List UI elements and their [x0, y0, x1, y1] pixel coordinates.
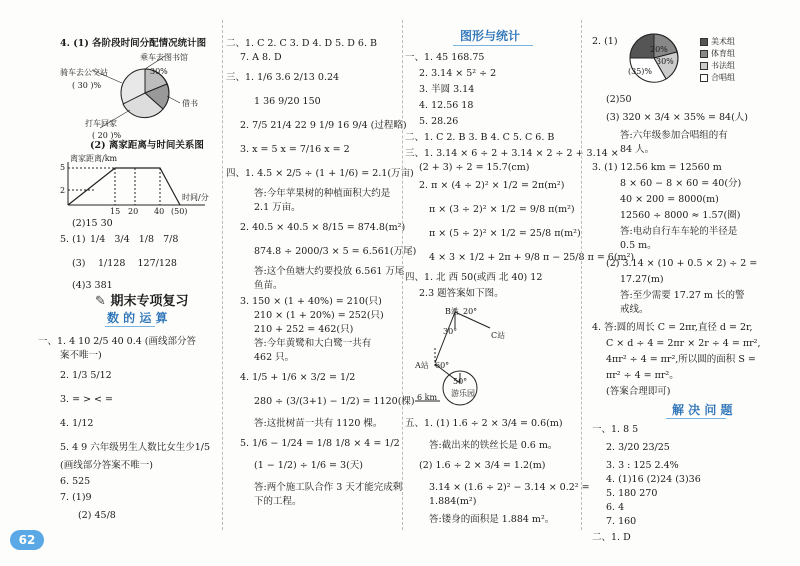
pie2-pct-1: 20% [650, 45, 668, 54]
c2-l15: 210 × (1 + 20%) = 252(只) [254, 310, 384, 321]
c4-l10: 答:电动自行车车轮的半径是 [620, 226, 738, 237]
c3-l3: 3. 半圆 3.14 [419, 84, 475, 95]
map-angle2: 30° [443, 327, 458, 336]
c3-l6: 二、1. C 2. B 3. B 4. C 5. C 6. B [405, 132, 555, 143]
chart2-ylabel: 离家距离/km [70, 154, 118, 163]
q5-1-v1: 1/4 [90, 234, 106, 245]
c4-l8: 40 × 200 = 8000(m) [620, 194, 719, 205]
c3-l19: 1.884(m²) [429, 496, 477, 507]
legend-label-4: 合唱组 [711, 73, 735, 82]
c2-l22: 5. 1/6 − 1/24 = 1/8 1/8 × 4 = 1/2 [240, 438, 400, 449]
c4-l28: 二、1. D [592, 532, 631, 543]
column-divider-3 [581, 20, 582, 530]
c2-l12: 答:这个鱼塘大约要投放 6.561 万尾 [254, 266, 405, 277]
c4-l7: 8 × 60 − 8 × 60 = 40(分) [620, 178, 742, 189]
c3-l11: π × (5 ÷ 2)² × 1/2 = 25/8 π(m²) [429, 228, 581, 239]
s3: 3. = > < = [60, 394, 113, 405]
s6: 6. 525 [60, 476, 91, 487]
q5-3: (3) [72, 258, 86, 269]
q5-1-v2: 3/4 [114, 234, 130, 245]
q5-3-v2: 127/128 [137, 258, 177, 269]
c3-l14: 2.3 题答案如下图。 [419, 288, 504, 299]
legend-swatch-3 [700, 62, 708, 70]
c3-l10: π × (3 ÷ 2)² × 1/2 = 9/8 π(m²) [429, 204, 575, 215]
c2-l14: 3. 150 × (1 + 40%) = 210(只) [240, 296, 382, 307]
c3-l12: 4 × 3 × 1/2 + 2π + 9/8 π − 25/8 π = 6(m²) [429, 252, 635, 263]
solve-title: 解 决 问 题 [672, 403, 733, 417]
s1-b: 案不唯一) [60, 350, 102, 361]
s7-b: (2) 45/8 [78, 510, 116, 521]
c3-l2: 2. 3.14 × 5² ÷ 2 [419, 68, 497, 79]
chart2-x-tick-15: 15 [110, 207, 121, 216]
c2-l9: 2.1 万亩。 [254, 202, 301, 213]
c4-l22: 2. 3/20 23/25 [606, 442, 670, 453]
c3-l5: 5. 28.26 [419, 116, 459, 127]
pie-label-lib-pct: 30% [150, 67, 168, 76]
c3-l17: (2) 1.6 ÷ 2 × 3/4 = 1.2(m) [419, 460, 546, 471]
c2-l6: 3. x = 5 x = 7/16 x = 2 [240, 144, 350, 155]
chart2-x-tick-40: 40 [154, 207, 165, 216]
c4-l9: 12560 ÷ 8000 ≈ 1.57(圈) [620, 210, 741, 221]
c4-l19: πr² ÷ 4 = πr²。 [606, 370, 679, 381]
c4-l6: 3. (1) 12.56 km = 12560 m [592, 162, 722, 173]
s7: 7. (1)9 [60, 492, 92, 503]
c4-l21: 一、1. 8 5 [592, 424, 639, 435]
column-divider-2 [402, 20, 403, 530]
c2-l19: 4. 1/5 + 1/6 × 3/2 = 1/2 [240, 372, 356, 383]
map-label-a: A站 [415, 361, 429, 370]
q5-1-v4: 7/8 [163, 234, 179, 245]
c2-l20: 280 ÷ (3/(3+1) − 1/2) = 1120(棵) [254, 396, 415, 407]
s2: 2. 1/3 5/12 [60, 370, 112, 381]
calc-title: 数 的 运 算 [107, 311, 168, 325]
c4-l24: 4. (1)16 (2)24 (3)36 [606, 474, 701, 485]
review-title [95, 296, 188, 308]
pie-label-bus: 骑车去公交站 [60, 68, 108, 77]
q5-3-values [98, 258, 177, 270]
map-dist: 6 km [417, 393, 438, 402]
c2-l2: 7. A 8. D [240, 52, 282, 63]
c3-l20: 答:镂身的面积是 1.884 m²。 [429, 514, 555, 525]
legend-label-3: 书法组 [711, 61, 735, 70]
c4-l12: (2) 3.14 × (10 + 0.5 × 2) ÷ 2 = [606, 258, 758, 269]
legend-item-3 [700, 60, 735, 72]
chart2-title: (2) 离家距离与时间关系图 [90, 140, 204, 151]
c4-l1: 2. (1) [592, 36, 618, 47]
legend-item-2 [700, 48, 735, 60]
s4: 4. 1/12 [60, 418, 94, 429]
legend-label-1: 美术组 [711, 37, 735, 46]
review-title-text: 期末专项复习 [110, 294, 189, 309]
c2-l1: 二、1. C 2. C 3. D 4. D 5. D 6. B [226, 38, 377, 49]
s5-b: (画线部分答案不唯一) [60, 460, 153, 471]
legend-item-1 [700, 36, 735, 48]
c4-l13: 17.27(m) [620, 274, 664, 285]
c4-l18: 4πr² ÷ 4 = πr²,所以圆的面积 S = [606, 354, 756, 365]
pie-label-library: 乘车去图书馆 [140, 53, 188, 62]
geometry-title: 图形与统计 [460, 29, 521, 43]
q5-1-v3: 1/8 [138, 234, 155, 245]
c3-l18: 3.14 × (1.6 ÷ 2)² − 3.14 × 0.2² = [429, 482, 590, 493]
c2-l17: 答:今年黄鹭和大白鹭一共有 [254, 338, 372, 349]
legend-label-2: 体育组 [711, 49, 735, 58]
solve-underline [666, 418, 726, 419]
s5: 5. 4 9 六年级男生人数比女生少1/5 [60, 442, 211, 453]
column-2 [226, 0, 417, 566]
c2-l23: (1 − 1/2) ÷ 1/6 = 3(天) [254, 460, 363, 471]
c4-l3: (3) 320 × 3/4 × 35% = 84(人) [606, 112, 749, 123]
c2-l10: 2. 40.5 × 40.5 × 8/15 = 874.8(m²) [240, 222, 406, 233]
c3-l16: 答:截出来的铁丝长是 0.6 m。 [429, 440, 558, 451]
page-number-badge: 62 [10, 530, 44, 550]
q5-3-v1: 1/128 [98, 258, 126, 269]
c2-l11: 874.8 ÷ 2000/3 × 5 = 6.561(万尾) [254, 246, 417, 257]
chart2-y-tick-5: 5 [60, 163, 66, 172]
q4-answer: (2)15 30 [72, 218, 113, 229]
c4-l26: 6. 4 [606, 502, 625, 513]
pie-label-bus-pct: ( 30 )% [72, 81, 102, 90]
c2-l7: 四、1. 4.5 × 2/5 ÷ (1 + 1/6) = 2.1(万亩) [226, 168, 414, 179]
pencil-icon: ✎ [95, 294, 106, 309]
c4-l25: 5. 180 270 [606, 488, 658, 499]
q5-1-values [90, 234, 178, 246]
q5-1: 5. (1) [60, 234, 86, 245]
c2-l13: 鱼苗。 [254, 280, 283, 291]
pie2-pct-2: 30% [656, 57, 674, 66]
c4-l20: (答案合理即可) [606, 386, 671, 397]
chart2-y-tick-2: 2 [60, 186, 66, 195]
chart2-x-tick-50: (50) [171, 207, 188, 216]
c3-l13: 四、1. 北 西 50(或西 北 40) 12 [405, 272, 543, 283]
c2-l24: 答:两个施工队合作 3 天才能完成剩 [254, 482, 403, 493]
pie-label-borrow: 借书 [182, 99, 198, 108]
legend-swatch-2 [700, 50, 708, 58]
column-1 [30, 0, 215, 566]
column-4 [592, 0, 792, 566]
legend-item-4 [700, 72, 735, 84]
c4-l14: 答:至少需要 17.27 m 长的警 [620, 290, 745, 301]
legend-swatch-4 [700, 74, 708, 82]
c4-l27: 7. 160 [606, 516, 637, 527]
q5-3-b: (4)3 381 [72, 280, 113, 291]
c2-l16: 210 + 252 = 462(只) [254, 324, 354, 335]
pie2-pct-3: (35)% [628, 67, 653, 76]
map-label-c: C站 [491, 331, 506, 340]
c4-l15: 戒线。 [620, 304, 649, 315]
c2-l21: 答:这批树苗一共有 1120 棵。 [254, 418, 383, 429]
map-angle3: 60° [435, 361, 450, 370]
c2-l4: 1 36 9/20 150 [254, 96, 321, 107]
c3-l4: 4. 12.56 18 [419, 100, 474, 111]
c3-l9: 2. π × (4 ÷ 2)² × 1/2 = 2π(m²) [419, 180, 565, 191]
c3-l8: (2 + 3) ÷ 2 = 15.7(cm) [419, 162, 530, 173]
map-label-b: B站 [445, 307, 459, 316]
c4-l4: 答:六年级参加合唱组的有 [620, 130, 728, 141]
pie-label-home-pct: ( 20 )% [92, 131, 122, 140]
map-angle4: 50° [453, 377, 468, 386]
geometry-underline [453, 45, 533, 46]
c3-l1: 一、1. 45 168.75 [405, 52, 485, 63]
chart2-x-tick-20: 20 [128, 207, 139, 216]
column-divider-1 [222, 20, 223, 530]
c2-l8: 答:今年苹果树的种植面积大约是 [254, 188, 391, 199]
s1: 一、1. 4 10 2/5 40 0.4 (画线部分答 [38, 336, 197, 347]
c3-l15: 五、1. (1) 1.6 ÷ 2 × 3/4 = 0.6(m) [405, 418, 563, 429]
c2-l18: 462 只。 [254, 352, 295, 363]
c4-l17: C × d ÷ 4 = 2πr × 2r ÷ 4 = πr², [606, 338, 761, 349]
c4-l5: 84 人。 [620, 144, 655, 155]
legend-swatch-1 [700, 38, 708, 46]
c4-l11: 0.5 m。 [620, 240, 657, 251]
c2-l3: 三、1. 1/6 3.6 2/13 0.24 [226, 72, 340, 83]
chart2-xlabel: 时间/分 [182, 193, 209, 202]
c2-l25: 下的工程。 [254, 496, 302, 507]
c3-l7: 三、1. 3.14 × 6 ÷ 2 + 3.14 × 2 ÷ 2 + 3.14 × [405, 148, 619, 159]
c4-l16: 4. 答:圆的周长 C = 2πr,直径 d = 2r, [592, 322, 753, 333]
c2-l5: 2. 7/5 21/4 22 9 1/9 16 9/4 (过程略) [240, 120, 407, 131]
pie-label-home: 打车回家 [85, 119, 117, 128]
map-angle1: 20° [463, 307, 478, 316]
q4-heading: 4. (1) 各阶段时间分配情况统计图 [60, 38, 207, 49]
map-home: 游乐园 [451, 389, 475, 398]
calc-underline [105, 326, 155, 327]
c4-l2: (2)50 [606, 94, 632, 105]
c4-l23: 3. 3 : 125 2.4% [606, 460, 679, 471]
